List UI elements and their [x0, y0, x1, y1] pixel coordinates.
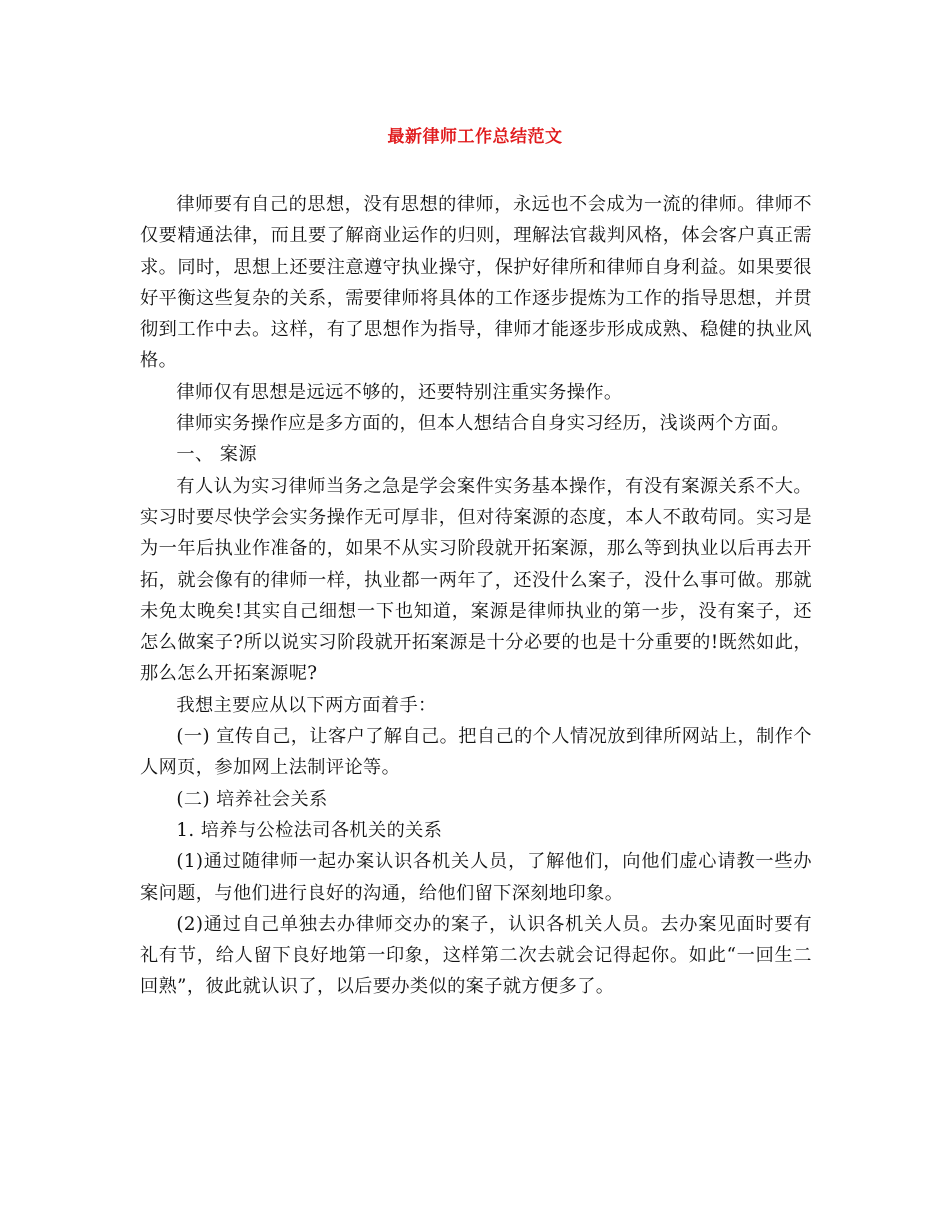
document-title: 最新律师工作总结范文: [387, 127, 563, 147]
paragraph: 律师实务操作应是多方面的，但本人想结合自身实习经历，浅谈两个方面。: [176, 413, 790, 435]
paragraph: (一) 宣传自己，让客户了解自己。把自己的个人情况放到律所网站上，制作个人网页，参加网上法制评论等。: [140, 726, 812, 779]
paragraph: 1. 培养与公检法司各机关的关系: [176, 819, 443, 841]
subsection-heading: (二) 培养社会关系: [176, 788, 328, 810]
paragraph: 律师仅有思想是远远不够的，还要特别注重实务操作。: [176, 381, 623, 403]
document-body: [140, 189, 812, 1003]
paragraph: 我想主要应从以下两方面着手：: [176, 694, 437, 716]
section-heading: 一、 案源: [176, 444, 257, 466]
paragraph: (2)通过自己单独去办律师交办的案子，认识各机关人员。去办案见面时要有礼有节，给人留下良好地第一印象，这样第二次去就会记得起你。如此“一回生二回熟”，彼此就认识了，以后要办类似的案子就方便多了。: [140, 913, 812, 998]
paragraph: 律师要有自己的思想，没有思想的律师，永远也不会成为一流的律师。律师不仅要精通法律，而且要了解商业运作的归则，理解法官裁判风格，体会客户真正需求。同时，思想上还要注意遵守执业操守，保护好律所和律师自身利益。如果要很好平衡这些复杂的关系，需要律师将具体的工作逐步提炼为工作的指导思想，并贯彻到工作中去。这样，有了思想作为指导，律师才能逐步形成成熟、稳健的执业风格。: [140, 194, 812, 372]
paragraph: 有人认为实习律师当务之急是学会案件实务基本操作，有没有案源关系不大。实习时要尽快学会实务操作无可厚非，但对待案源的态度，本人不敢苟同。实习是为一年后执业作准备的，如果不从实习阶段就开拓案源，那么等到执业以后再去开拓，就会像有的律师一样，执业都一两年了，还没什么案子，没什么事可做。那就未免太晚矣!其实自己细想一下也知道，案源是律师执业的第一步，没有案子，还怎么做案子?所以说实习阶段就开拓案源是十分必要的也是十分重要的!既然如此，那么怎么开拓案源呢?: [140, 475, 812, 685]
paragraph: (1)通过随律师一起办案认识各机关人员，了解他们，向他们虚心请教一些办案问题，与他们进行良好的沟通，给他们留下深刻地印象。: [140, 851, 812, 904]
